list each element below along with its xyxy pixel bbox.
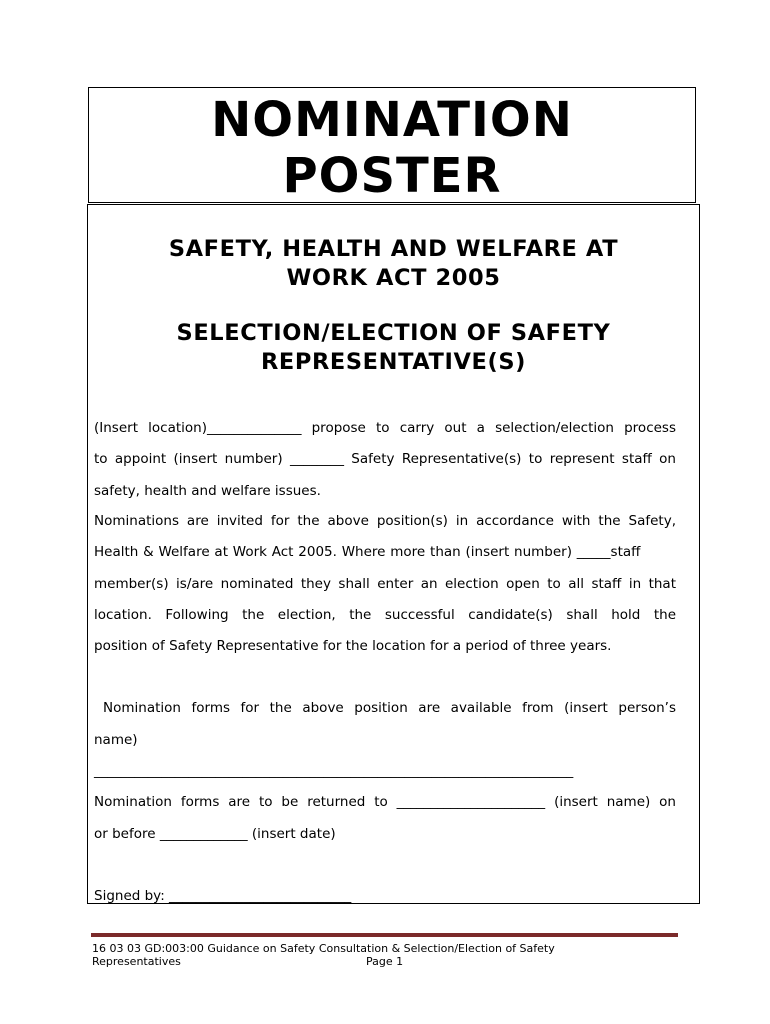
selection-heading [88,319,699,377]
paragraph-2-line-4: location. Following the election, the successful candidate(s) shall hold the [94,607,676,623]
act-heading-line-2: WORK ACT 2005 [286,265,501,291]
paragraph-2-line-3: member(s) is/are nominated they shall enter an election open to all staff in that [94,576,676,592]
title-box [88,87,696,203]
footer-page-number: Page 1 [366,955,404,968]
paragraph-3-line-1: Nomination forms for the above position are available from (insert person’s [103,700,676,716]
act-heading-line-1: SAFETY, HEALTH AND WELFARE AT [168,236,619,262]
paragraph-1-line-2: to appoint (insert number) ________ Safety Representative(s) to represent staff on [94,451,676,467]
signed-by-line: Signed by: ___________________________ [94,888,352,904]
act-heading [88,235,699,293]
footer-line-2 [92,955,692,968]
selection-heading-line-2: REPRESENTATIVE(S) [260,349,527,375]
footer-line-1: 16 03 03 GD:003:00 Guidance on Safety Consultation & Selection/Election of Safety [92,942,555,955]
title-line-2: POSTER [282,148,502,204]
paragraph-1-line-1: (Insert location)______________ propose to carry out a selection/election process [94,420,676,436]
paragraph-3-line-2: name) [94,732,138,748]
poster-body [87,204,700,904]
selection-heading-line-1: SELECTION/ELECTION OF SAFETY [176,320,611,346]
name-blank-line: _______________________________________________________________________ [94,763,574,779]
footer-rule [91,933,678,937]
paragraph-4-line-1: Nomination forms are to be returned to ______________________ (insert name) on [94,794,676,810]
paragraph-2-line-1: Nominations are invited for the above position(s) in accordance with the Safety, [94,513,676,529]
paragraph-4-line-2: or before _____________ (insert date) [94,826,336,842]
paragraph-2-line-2: Health & Welfare at Work Act 2005. Where more than (insert number) _____staff [94,544,641,560]
title-line-1: NOMINATION [211,92,573,148]
paragraph-2-line-5: position of Safety Representative for the location for a period of three years. [94,638,612,654]
paragraph-1-line-3: safety, health and welfare issues. [94,483,321,499]
footer-doc-title: Representatives [92,955,181,968]
